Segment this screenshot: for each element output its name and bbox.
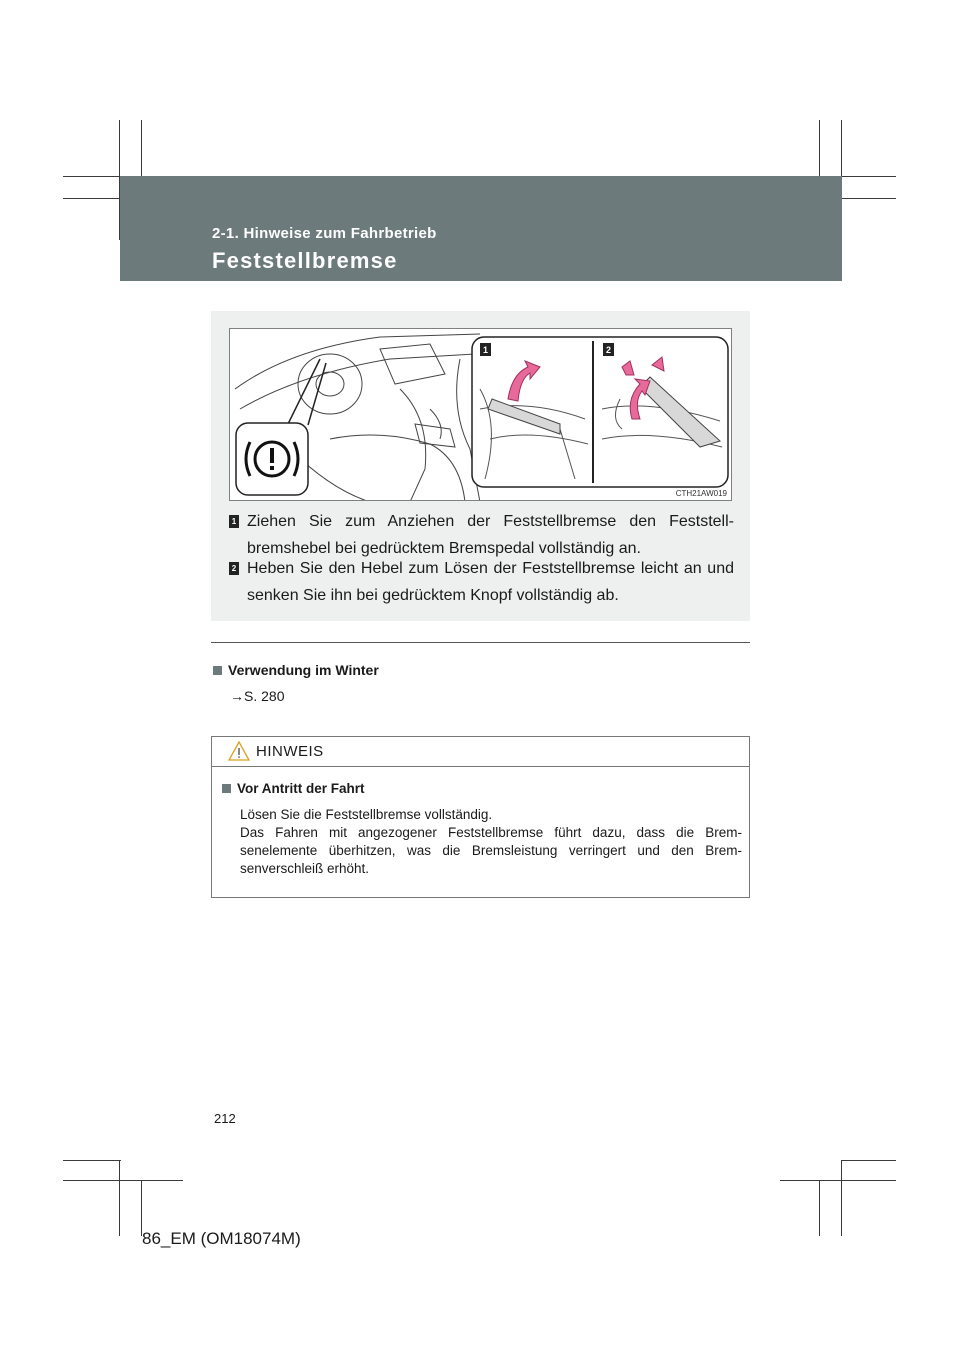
bullet-square-icon (222, 784, 231, 793)
crop-mark (841, 1160, 896, 1161)
page-number: 212 (214, 1111, 236, 1126)
crop-mark (141, 120, 142, 178)
page-title: Feststellbremse (212, 248, 398, 273)
notice-box (211, 736, 750, 898)
notice-subheading: Vor Antritt der Fahrt (222, 781, 365, 796)
crop-mark (780, 1180, 896, 1181)
crop-mark (819, 1180, 820, 1236)
header-band (120, 176, 842, 281)
notice-body (240, 806, 742, 878)
notice-body-paragraph: Das Fahren mit angezogener Feststellbremse führt dazu, dass die Brem-senelemente überhitzen, was die Bremsleistung verringert und den Brem-senverschleiß erhöht. (240, 825, 742, 876)
crop-mark (819, 120, 820, 178)
section-divider (211, 642, 750, 643)
step-item (229, 508, 734, 562)
step-text: Ziehen Sie zum Anziehen der Feststellbremse den Feststell-bremshebel bei gedrücktem Bremspedal vollständig an. (247, 513, 734, 557)
notice-label: HINWEIS (256, 743, 324, 760)
step-number-badge: 2 (229, 562, 239, 575)
figure-panel (211, 311, 750, 621)
figure-code: CTH21AW019 (675, 489, 727, 498)
document-code: 86_EM (OM18074M) (142, 1229, 301, 1248)
parking-brake-illustration (230, 329, 732, 501)
svg-text:1: 1 (482, 345, 489, 355)
bullet-square-icon (213, 666, 222, 675)
svg-text:2: 2 (605, 345, 612, 355)
crop-mark (141, 1180, 142, 1236)
section-reference: 2-1. Hinweise zum Fahrbetrieb (212, 225, 437, 242)
crop-mark (63, 1160, 121, 1161)
notice-header (212, 737, 749, 767)
crop-mark (841, 198, 896, 199)
warning-triangle-icon (228, 741, 250, 761)
crop-mark (63, 1180, 183, 1181)
step-item (229, 555, 734, 609)
crop-mark (119, 1160, 120, 1236)
crop-mark (841, 1160, 842, 1236)
illustration (229, 328, 732, 501)
page-reference-link[interactable]: →S. 280 (230, 688, 285, 704)
step-number-badge: 1 (229, 515, 239, 528)
crop-mark (63, 198, 121, 199)
notice-body-line: Lösen Sie die Feststellbremse vollständig. (240, 807, 493, 822)
note-heading: Verwendung im Winter (213, 662, 379, 678)
step-text: Heben Sie den Hebel zum Lösen der Feststellbremse leicht an und senken Sie ihn bei gedrücktem Knopf vollständig ab. (247, 560, 734, 604)
